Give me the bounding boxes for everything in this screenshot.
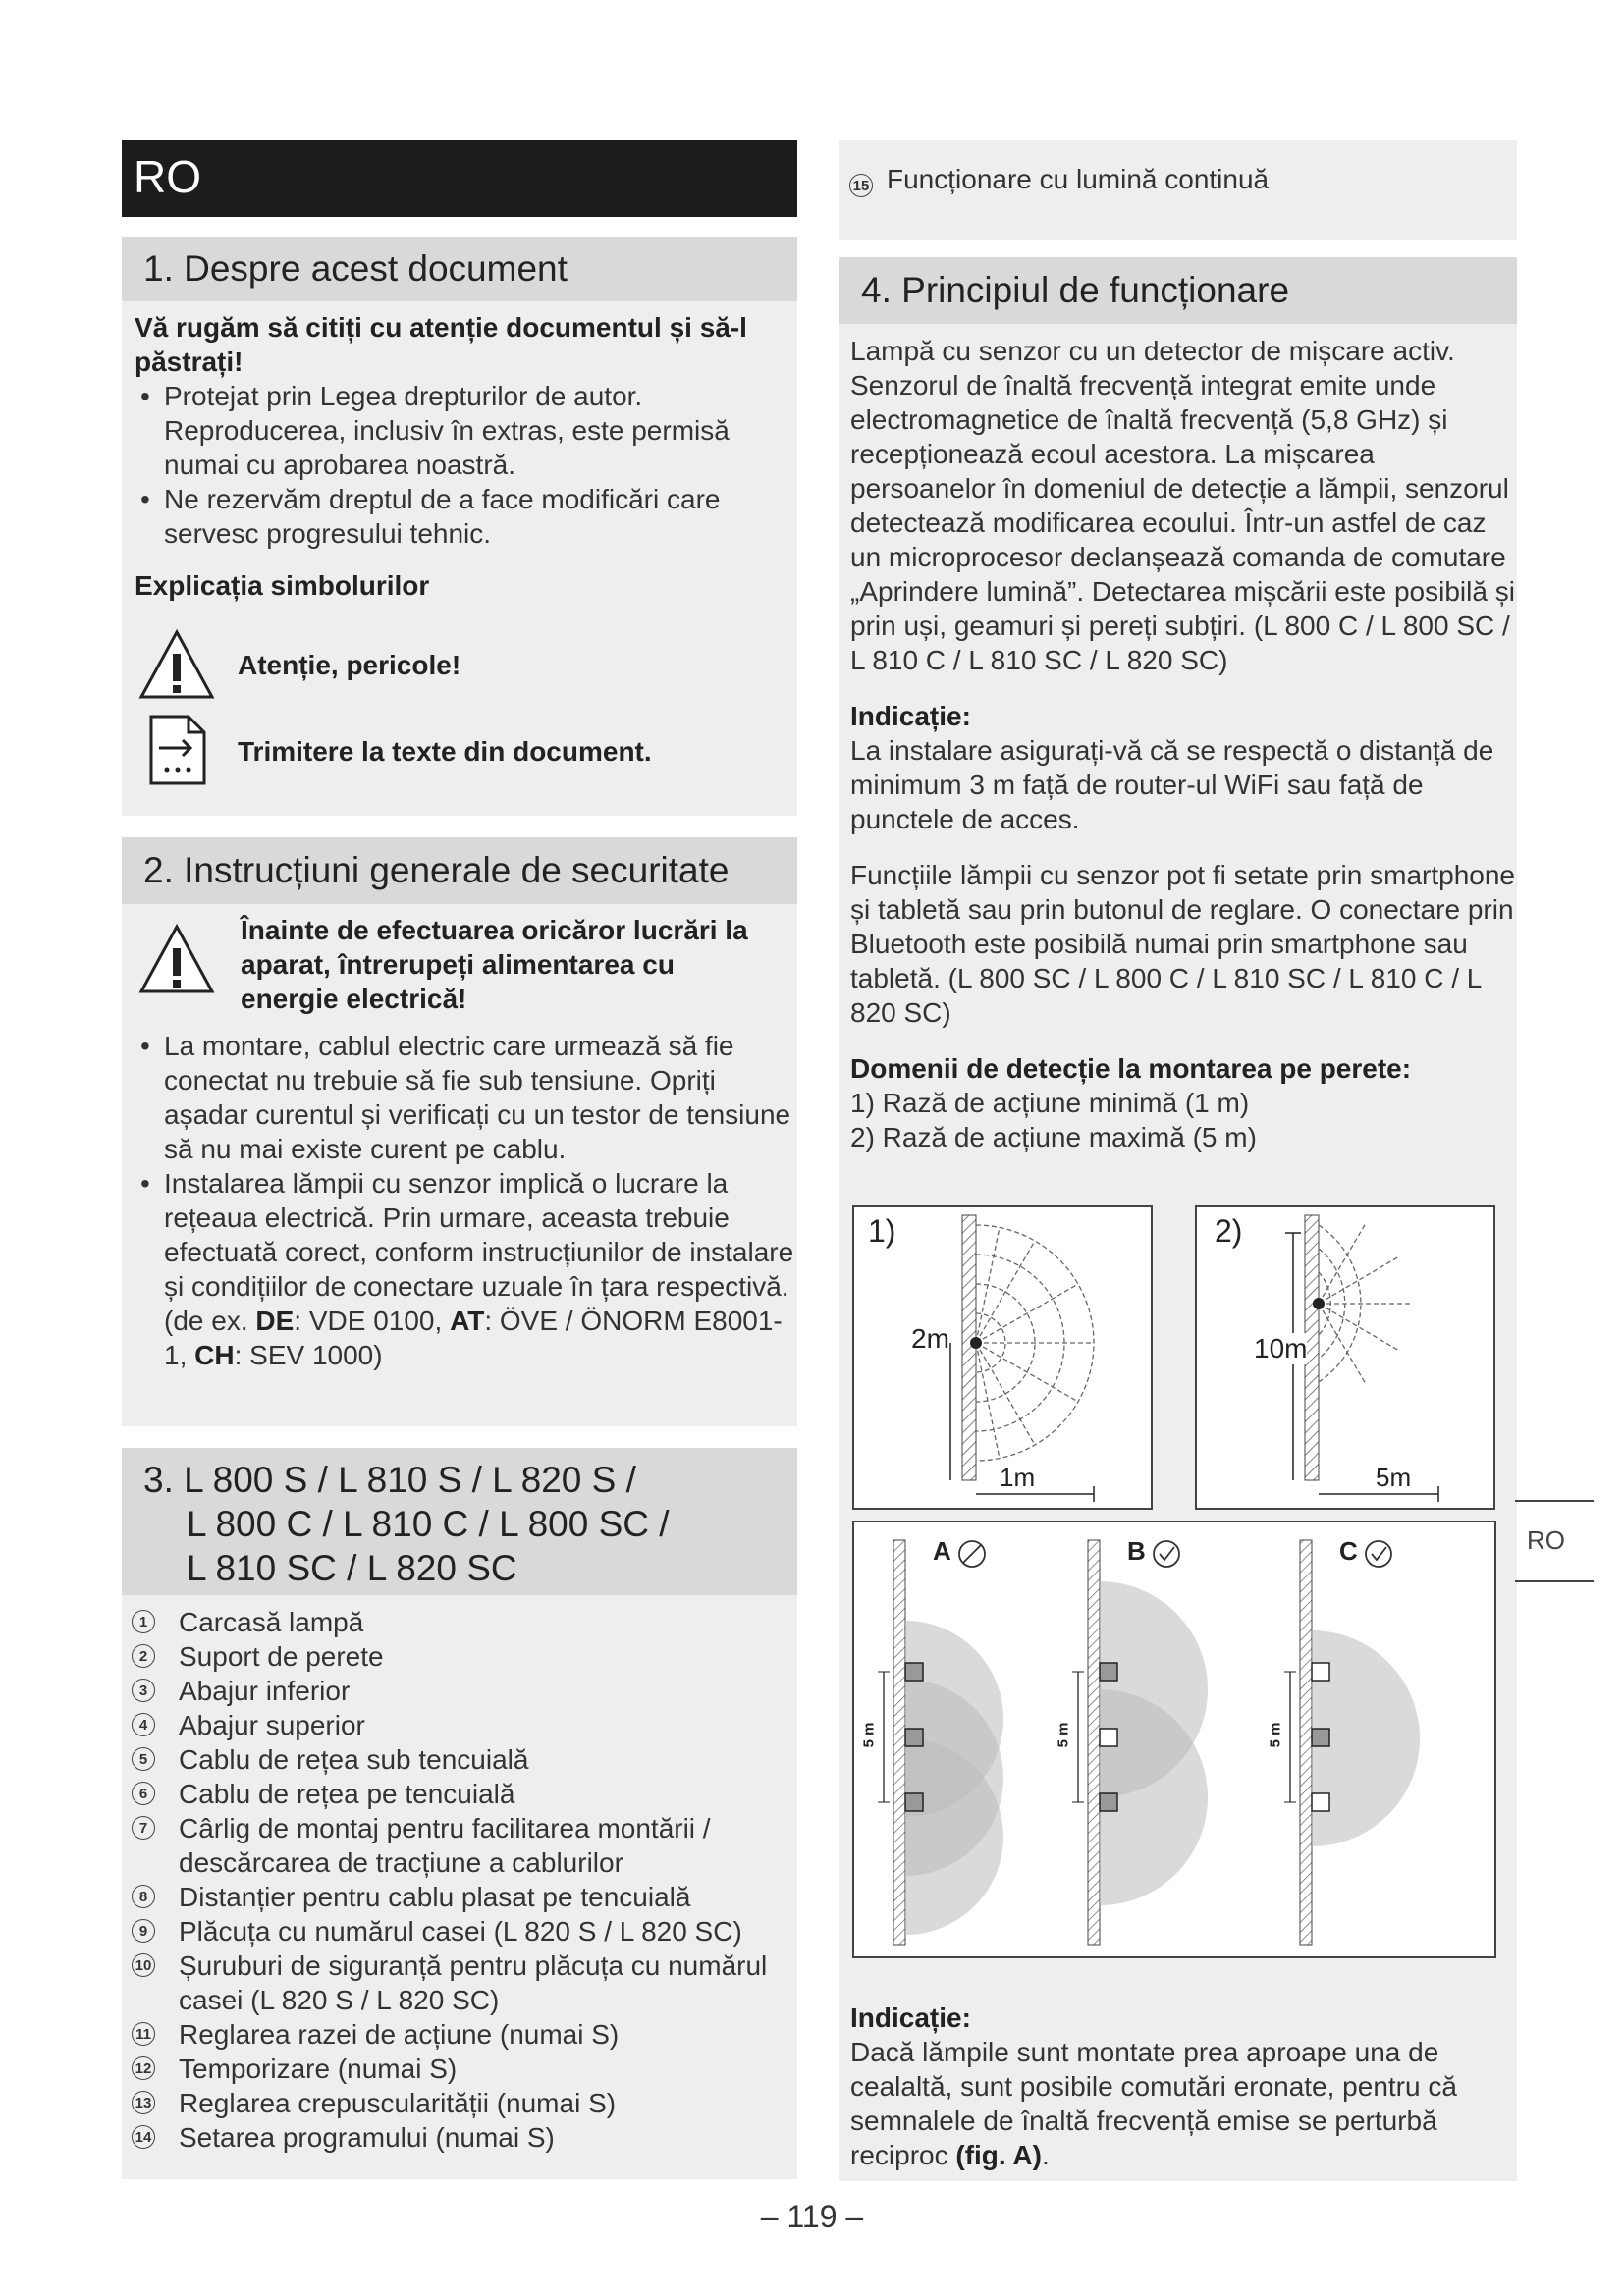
section-4-content (850, 334, 1516, 1154)
list-item: • Protejat prin Legea drepturilor de autor. Reproducerea, inclusiv în extras, este permisă numai cu aprobarea noastră. (135, 379, 787, 482)
section-1-content (135, 310, 787, 603)
parts-list (132, 1605, 787, 2155)
range-max: 2) Rază de acțiune maximă (5 m) (850, 1122, 1257, 1152)
symbol-warning-label: Atenție, pericole! (238, 650, 461, 680)
list-item: • Ne rezervăm dreptul de a face modificări care servesc progresului tehnic. (135, 482, 787, 551)
list-item: 8 Distanțier pentru cablu plasat pe tencuială (132, 1880, 787, 1914)
list-item: 6 Cablu de rețea pe tencuială (132, 1777, 787, 1811)
list-item: 14 Setarea programului (numai S) (132, 2120, 787, 2155)
list-item: 7 Cârlig de montaj pentru facilitarea montării / descărcarea de tracțiune a cablurilor (132, 1811, 787, 1880)
list-item: 5 Cablu de rețea sub tencuială (132, 1742, 787, 1777)
symbol-reference-label: Trimitere la texte din document. (238, 736, 652, 767)
list-item: 11 Reglarea razei de acțiune (numai S) (132, 2017, 787, 2052)
list-item: 3 Abajur inferior (132, 1674, 787, 1708)
list-item: 9 Plăcuța cu numărul casei (L 820 S / L 820 SC) (132, 1914, 787, 1949)
language-header-bar (122, 140, 797, 217)
document-reference-icon (147, 713, 208, 787)
note-title: Indicație: (850, 701, 971, 731)
interference-figure-a: A B C 5 m 5 m 5 m (852, 1521, 1496, 1958)
list-item: 15 Funcționare cu lumină continuă (849, 162, 1507, 196)
detection-ranges-title: Domenii de detecție la montarea pe perete: (850, 1053, 1412, 1084)
section-1-heading: 1. Despre acest document (122, 237, 797, 301)
section-4-heading: 4. Principiul de funcționare (839, 257, 1517, 324)
list-item: 13 Reglarea crepuscularității (numai S) (132, 2086, 787, 2120)
note-title: Indicație: (850, 2002, 971, 2033)
list-item: 10 Șuruburi de siguranță pentru plăcuța cu numărul casei (L 820 S / L 820 SC) (132, 1949, 787, 2017)
list-item: 1 Carcasă lampă (132, 1605, 787, 1639)
range-min: 1) Rază de acțiune minimă (1 m) (850, 1088, 1250, 1118)
language-label: RO (134, 151, 201, 202)
settings-paragraph: Funcțiile lămpii cu senzor pot fi setate prin smartphone și tabletă sau prin butonul de reglare. O conectare prin Bluetooth este posibilă numai prin smartphone sau tabletă. (L 800 SC / L 800 C / L 810 SC / L 810 C / L 820 SC) (850, 860, 1515, 1028)
section-3-heading: 3. L 800 S / L 810 S / L 820 S / L 800 C / L 810 C / L 800 SC / L 810 SC / L 820 SC (122, 1448, 797, 1595)
list-item: 2 Suport de perete (132, 1639, 787, 1674)
page-number: – 119 – (760, 2199, 864, 2234)
range-figure-1: 1) 2m 1m (852, 1205, 1153, 1510)
read-carefully-note: Vă rugăm să citiți cu atenție documentul și să-l păstrați! (135, 312, 747, 377)
interference-note: Indicație: Dacă lămpile sunt montate prea aproape una de cealaltă, sunt posibile comutări eronate, pentru că semnalele de înaltă frecvență emise se perturbă reciproc (fig. A). (850, 2001, 1516, 2172)
section-1-bullets (135, 379, 787, 551)
wifi-distance-note: La instalare asigurați-vă că se respectă o distanță de minimum 3 m față de router-ul WiFi sau față de punctele de acces. (850, 735, 1494, 834)
principle-paragraph: Lampă cu senzor cu un detector de mișcare activ. Senzorul de înaltă frecvență integrat emite unde electromagnetice de înaltă frecvență (5,8 GHz) și recepționează ecoul acestora. La mișcarea persoanelor în domeniul de detecție a lămpii, senzorul detectează modificarea ecoului. Într-un astfel de caz un microprocesor declanșează comanda de comutare „Aprindere lumină”. Detectarea mișcării este posibilă și prin uși, geamuri și pereți subțiri. (L 800 C / L 800 SC / L 810 C / L 810 SC / L 820 SC) (850, 336, 1515, 675)
list-item: 4 Abajur superior (132, 1708, 787, 1742)
list-item: 12 Temporizare (numai S) (132, 2052, 787, 2086)
section-2-bullets (135, 1029, 794, 1372)
power-off-warning: Înainte de efectuarea oricăror lucrări la aparat, întrerupeți alimentarea cu energie electrică! (241, 915, 748, 1014)
section-2-heading: 2. Instrucțiuni generale de securitate (122, 837, 797, 904)
side-language-tab: RO (1515, 1500, 1594, 1582)
warning-triangle-icon (137, 628, 216, 701)
warning-triangle-icon (137, 923, 216, 995)
symbols-title: Explicația simbolurilor (135, 570, 430, 601)
list-item: • Instalarea lămpii cu senzor implică o lucrare la rețeaua electrică. Prin urmare, aceasta trebuie efectuată corect, conform instrucțiunilor de instalare și condițiilor de conectare uzuale în țara respectivă. (de ex. DE: VDE 0100, AT: ÖVE / ÖNORM E8001-1, CH: SEV 1000) (135, 1166, 794, 1372)
range-figure-2: 2) 10m 5m (1195, 1205, 1495, 1510)
list-item: • La montare, cablul electric care urmează să fie conectat nu trebuie să fie sub tensiune. Opriți așadar curentul și verificați cu un testor de tensiune să nu mai existe curent pe cablu. (135, 1029, 794, 1166)
